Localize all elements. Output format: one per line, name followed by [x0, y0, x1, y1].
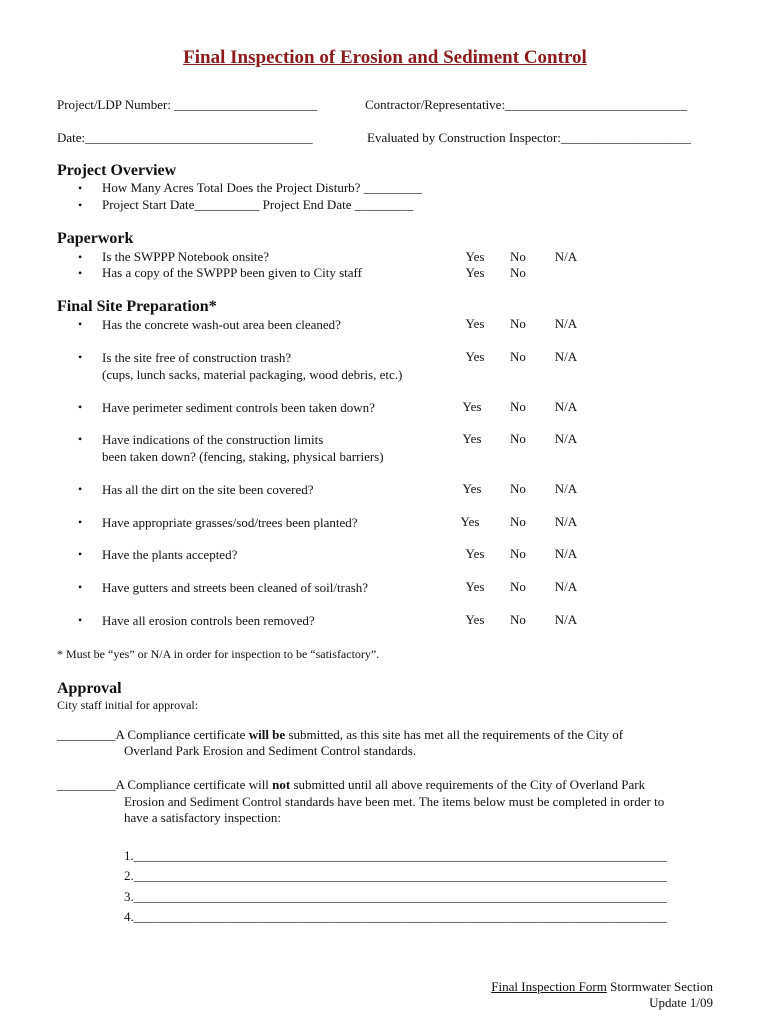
yes-option[interactable]: Yes [460, 514, 480, 529]
na-option[interactable]: N/A [554, 349, 578, 364]
na-option[interactable]: N/A [554, 399, 578, 414]
approval-paragraph-2-line2: Erosion and Sediment Control standards have been met. The items below must be completed in order to [124, 794, 665, 809]
item-line-2[interactable]: 2.__________________________________________________________________________________ [124, 868, 667, 883]
yes-option[interactable]: Yes [465, 579, 485, 594]
na-option[interactable]: N/A [554, 249, 578, 264]
final-site-heading: Final Site Preparation* [57, 298, 217, 315]
site-question-detail: (cups, lunch sacks, material packaging, wood debris, etc.) [102, 367, 403, 382]
text: A Compliance certificate will [115, 777, 273, 792]
bullet: • [78, 547, 83, 561]
no-option[interactable]: No [510, 481, 526, 496]
yes-option[interactable]: Yes [462, 431, 482, 446]
approval-paragraph-1 [57, 727, 623, 743]
no-option[interactable]: No [510, 349, 526, 364]
initial-blank-2[interactable]: _________ [57, 777, 116, 792]
footer-section: Stormwater Section [606, 979, 713, 994]
yes-option[interactable]: Yes [462, 481, 482, 496]
approval-subtitle: City staff initial for approval: [57, 698, 199, 712]
na-option[interactable]: N/A [554, 514, 578, 529]
yes-option[interactable]: Yes [462, 399, 482, 414]
na-option[interactable]: N/A [554, 546, 578, 561]
no-option[interactable]: No [510, 612, 526, 627]
approval-paragraph-1-line2: Overland Park Erosion and Sediment Control standards. [124, 743, 417, 758]
initial-blank-1[interactable]: _________ [57, 727, 116, 742]
site-question: Have appropriate grasses/sod/trees been planted? [102, 515, 358, 530]
date-field[interactable]: Date:___________________________________ [57, 130, 313, 145]
no-option[interactable]: No [510, 546, 526, 561]
site-question: Has all the dirt on the site been covered? [102, 482, 314, 497]
bullet: • [78, 350, 83, 364]
bullet: • [78, 250, 83, 264]
text: submitted until all above requirements of the City of Overland Park [290, 777, 646, 792]
site-question: Has the concrete wash-out area been cleaned? [102, 317, 341, 332]
page-title: Final Inspection of Erosion and Sediment Control [183, 47, 587, 68]
site-question-detail: been taken down? (fencing, staking, physical barriers) [102, 449, 384, 464]
yes-option[interactable]: Yes [465, 612, 485, 627]
footnote: * Must be “yes” or N/A in order for inspection to be “satisfactory”. [57, 647, 380, 661]
bullet: • [78, 432, 83, 446]
yes-option[interactable]: Yes [465, 349, 485, 364]
item-line-3[interactable]: 3.__________________________________________________________________________________ [124, 889, 667, 904]
bullet: • [78, 266, 83, 280]
text: submitted, as this site has met all the requirements of the City of [285, 727, 624, 742]
footer-form-line [491, 979, 713, 995]
no-option[interactable]: No [510, 399, 526, 414]
na-option[interactable]: N/A [554, 612, 578, 627]
na-option[interactable]: N/A [554, 481, 578, 496]
paperwork-heading: Paperwork [57, 230, 134, 247]
na-option[interactable]: N/A [554, 579, 578, 594]
bullet: • [78, 317, 83, 331]
bullet: • [78, 482, 83, 496]
yes-option[interactable]: Yes [465, 249, 485, 264]
yes-option[interactable]: Yes [465, 316, 485, 331]
paperwork-question: Is the SWPPP Notebook onsite? [102, 249, 270, 264]
project-overview-heading: Project Overview [57, 162, 177, 179]
no-option[interactable]: No [510, 316, 526, 331]
site-question: Have indications of the construction limits [102, 432, 324, 447]
site-question: Have the plants accepted? [102, 547, 238, 562]
site-question: Have gutters and streets been cleaned of soil/trash? [102, 580, 369, 595]
na-option[interactable]: N/A [554, 431, 578, 446]
acres-question[interactable]: How Many Acres Total Does the Project Disturb? _________ [102, 180, 423, 195]
start-end-date-question[interactable]: Project Start Date__________ Project End Date _________ [102, 197, 414, 212]
yes-option[interactable]: Yes [465, 265, 485, 280]
evaluated-by-field[interactable]: Evaluated by Construction Inspector:____________________ [367, 130, 691, 145]
text: will be [248, 727, 286, 742]
no-option[interactable]: No [510, 249, 526, 264]
bullet: • [78, 198, 83, 212]
yes-option[interactable]: Yes [465, 546, 485, 561]
footer-update: Update 1/09 [649, 995, 713, 1010]
no-option[interactable]: No [510, 431, 526, 446]
contractor-field[interactable]: Contractor/Representative:____________________________ [365, 97, 688, 112]
no-option[interactable]: No [510, 579, 526, 594]
bullet: • [78, 400, 83, 414]
approval-heading: Approval [57, 680, 122, 697]
site-question: Is the site free of construction trash? [102, 350, 292, 365]
site-question: Have perimeter sediment controls been taken down? [102, 400, 375, 415]
no-option[interactable]: No [510, 514, 526, 529]
paperwork-question: Has a copy of the SWPPP been given to City staff [102, 265, 362, 280]
project-ldp-field[interactable]: Project/LDP Number: ______________________ [57, 97, 318, 112]
no-option[interactable]: No [510, 265, 526, 280]
na-option[interactable]: N/A [554, 316, 578, 331]
approval-paragraph-2 [57, 777, 645, 793]
text: not [272, 777, 291, 792]
bullet: • [78, 181, 83, 195]
bullet: • [78, 580, 83, 594]
text: A Compliance certificate [115, 727, 249, 742]
bullet: • [78, 515, 83, 529]
footer-form-name: Final Inspection Form [491, 979, 607, 994]
approval-paragraph-2-line3: have a satisfactory inspection: [124, 810, 282, 825]
site-question: Have all erosion controls been removed? [102, 613, 315, 628]
bullet: • [78, 613, 83, 627]
item-line-4[interactable]: 4.__________________________________________________________________________________ [124, 909, 667, 924]
item-line-1[interactable]: 1.__________________________________________________________________________________ [124, 848, 667, 863]
